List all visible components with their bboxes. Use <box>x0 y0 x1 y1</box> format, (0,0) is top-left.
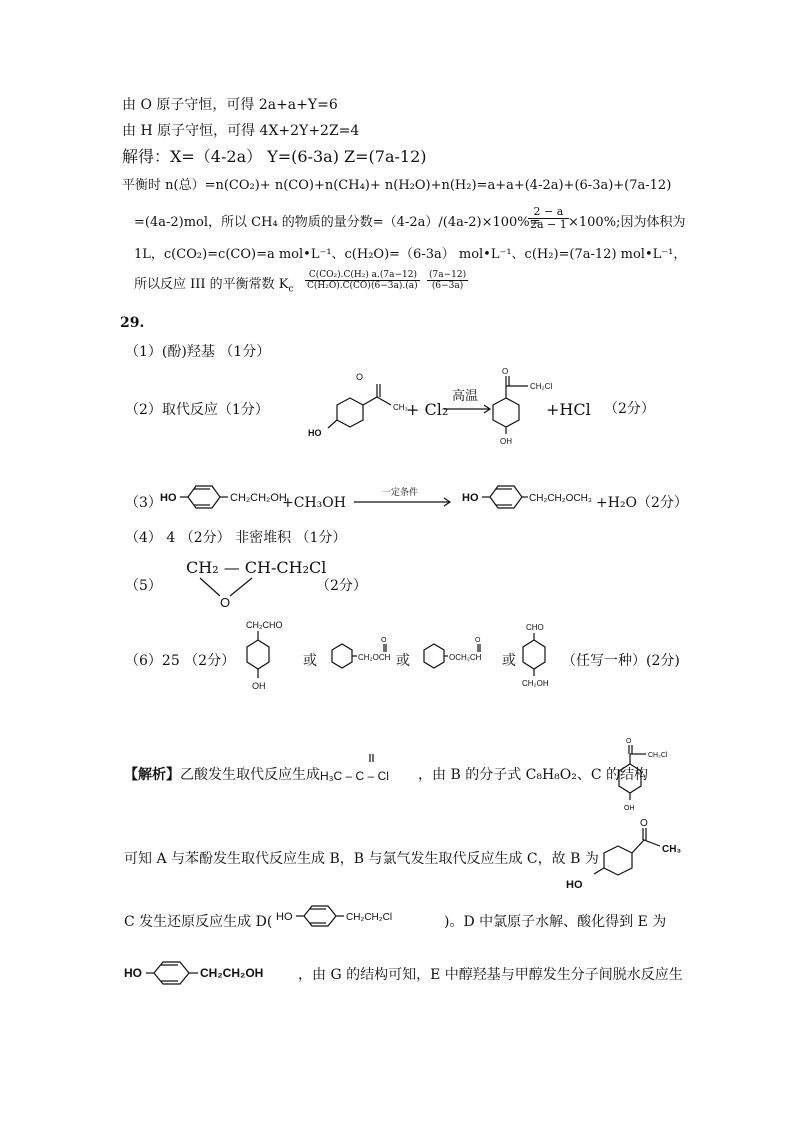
ho-label: HO <box>308 428 322 438</box>
condition-high-temp: 高温 <box>452 389 479 404</box>
eq-line-7-text: 所以反应 III 的平衡常数 K <box>134 277 289 292</box>
o-label: O <box>626 738 632 745</box>
ch2cho-label: CH₂CHO <box>246 620 283 630</box>
question-number: 29. <box>120 315 145 331</box>
reaction-arrow <box>444 404 494 414</box>
ch2cl-label: CH₂Cl <box>648 752 668 759</box>
eq-line-3: 解得：X=（4-2a） Y=(6-3a) Z=(7a-12) <box>122 147 427 166</box>
plus-cl2: + Cl₂ <box>406 400 449 419</box>
structure-acetyl-chloride <box>320 752 420 792</box>
eq-line-1: 由 O 原子守恒，可得 2a+a+Y=6 <box>122 97 338 113</box>
o-label: O <box>502 367 509 376</box>
k-expression-1 <box>305 270 373 291</box>
answer-5: （5） <box>125 578 162 594</box>
analysis-p4: ，由 G 的结构可知，E 中醇羟基与甲醇发生分子间脱水反应生 <box>298 967 683 983</box>
ch2oh-label: CH₂OH <box>522 679 549 688</box>
analysis-p2: 可知 A 与苯酚发生取代反应生成 B，B 与氯气发生取代反应生成 C，故 B 为 <box>124 851 599 867</box>
analysis-p1b: ，由 B 的分子式 C₈H₈O₂、C 的结构 <box>418 767 649 783</box>
epoxide-ring <box>190 578 270 608</box>
mole-fraction <box>528 206 569 231</box>
structure-isomer-3 <box>414 636 504 676</box>
or-1: 或 <box>303 653 317 669</box>
or-3: 或 <box>502 653 516 669</box>
ho-label: HO <box>462 492 479 504</box>
k-subscript: c <box>288 284 294 295</box>
answer-6: （6）25 （2分） <box>125 653 236 669</box>
k-expression-3 <box>427 270 468 291</box>
ch2ch2oh-label: CH₂CH₂OH <box>230 492 287 504</box>
structure-d <box>276 900 456 940</box>
plus-methanol: +CH₃OH <box>282 495 346 511</box>
structure-e <box>124 956 314 996</box>
epoxide-o: O <box>220 595 231 610</box>
or-2: 或 <box>396 653 410 669</box>
ch2ch2och3-label: CH₂CH₂OCH₃ <box>529 493 592 504</box>
cho-label: CHO <box>526 623 544 632</box>
condition-certain: 一定条件 <box>382 488 419 498</box>
plus-hcl: +HCl <box>546 400 591 419</box>
analysis-head: 【解析】 <box>124 767 180 783</box>
structure-methyl-ether <box>462 480 612 520</box>
eq-line-5b: ×100%;因为体积为 <box>568 215 686 230</box>
k2-num: a.(7a−12) <box>369 270 420 281</box>
ho-label: HO <box>276 911 293 923</box>
answer-1: （1）(酚)羟基 （1分） <box>125 344 271 360</box>
k-expression-2 <box>369 270 420 291</box>
mole-fraction-den: 2a − 1 <box>530 218 567 231</box>
k1-num: C(CO₂).C(H₂) <box>305 270 373 281</box>
reaction-arrow-3 <box>354 497 454 507</box>
structure-isomer-1 <box>236 618 306 698</box>
oh-label: OH <box>500 437 512 446</box>
o-label: O <box>640 818 648 829</box>
structure-4-hydroxyacetophenone <box>300 370 420 450</box>
analysis-p3b: )。D 中氯原子水解、酸化得到 E 为 <box>444 914 667 930</box>
acyl-label: H₃C – C – Cl <box>320 769 389 783</box>
ch2ch2oh-label: CH₂CH₂OH <box>200 966 264 980</box>
structure-b <box>560 816 690 896</box>
k3-den: (6−3a) <box>431 281 464 291</box>
ch2cl-label: CH₂Cl <box>530 382 553 391</box>
eq-line-7 <box>134 276 294 299</box>
ho-label: HO <box>124 966 142 980</box>
analysis-p3a: C 发生还原反应生成 D( <box>124 914 273 930</box>
eq-line-4: 平衡时 n(总）=n(CO₂)+ n(CO)+n(CH₄)+ n(H₂O)+n(H₂)=a+a+(4-2a)+(6-3a)+(7a-12) <box>122 178 672 193</box>
ho-label: HO <box>566 879 583 891</box>
structure-c <box>612 734 692 814</box>
o-label: O <box>475 637 481 644</box>
o-label: O <box>381 637 387 644</box>
answer-3: （3） <box>125 495 162 511</box>
plus-water-score: +H₂O（2分） <box>596 495 688 511</box>
ho-label: HO <box>160 492 177 504</box>
ch2ch2cl-label: CH₂CH₂Cl <box>346 912 393 923</box>
o-label: O <box>356 372 364 382</box>
oh-label: OH <box>252 681 266 691</box>
structure-isomer-2 <box>320 636 400 676</box>
k1-den: C(H₂O).C(CO) <box>307 281 371 291</box>
ch3-label: CH₃ <box>662 844 682 855</box>
ch2och-label: CH₂OCH <box>358 653 391 662</box>
answer-6-tail: （任写一种）(2分) <box>562 653 680 669</box>
answer-2-score: （2分） <box>604 401 655 417</box>
eq-line-2: 由 H 原子守恒，可得 4X+2Y+2Z=4 <box>122 123 360 139</box>
oh-label: OH <box>624 805 635 812</box>
mole-fraction-num: 2 − a <box>528 206 569 219</box>
answer-4: （4） 4 （2分） 非密堆积 （1分） <box>125 530 347 546</box>
answer-5-score: （2分） <box>316 578 367 594</box>
analysis-line-1 <box>124 766 320 784</box>
och2ch-label: OCH₂CH <box>449 653 482 662</box>
answer-2: （2）取代反应（1分） <box>125 402 269 418</box>
k2-den: (6−3a).(a) <box>371 281 418 291</box>
epoxide-top: CH₂ — CH-CH₂Cl <box>186 558 327 577</box>
k3-num: (7a−12) <box>429 270 467 280</box>
ch3-label: CH₃ <box>393 403 408 412</box>
eq-line-6: 1L，c(CO₂)=c(CO)=a mol•L⁻¹、c(H₂O)=（6-3a） mol•L⁻¹、c(H₂)=(7a-12) mol•L⁻¹， <box>134 247 687 262</box>
analysis-p1a: 乙酸发生取代反应生成 <box>180 767 320 783</box>
eq-line-5a: =(4a-2)mol，所以 CH₄ 的物质的量分数=（4-2a）/(4a-2)×100%= <box>134 215 541 230</box>
